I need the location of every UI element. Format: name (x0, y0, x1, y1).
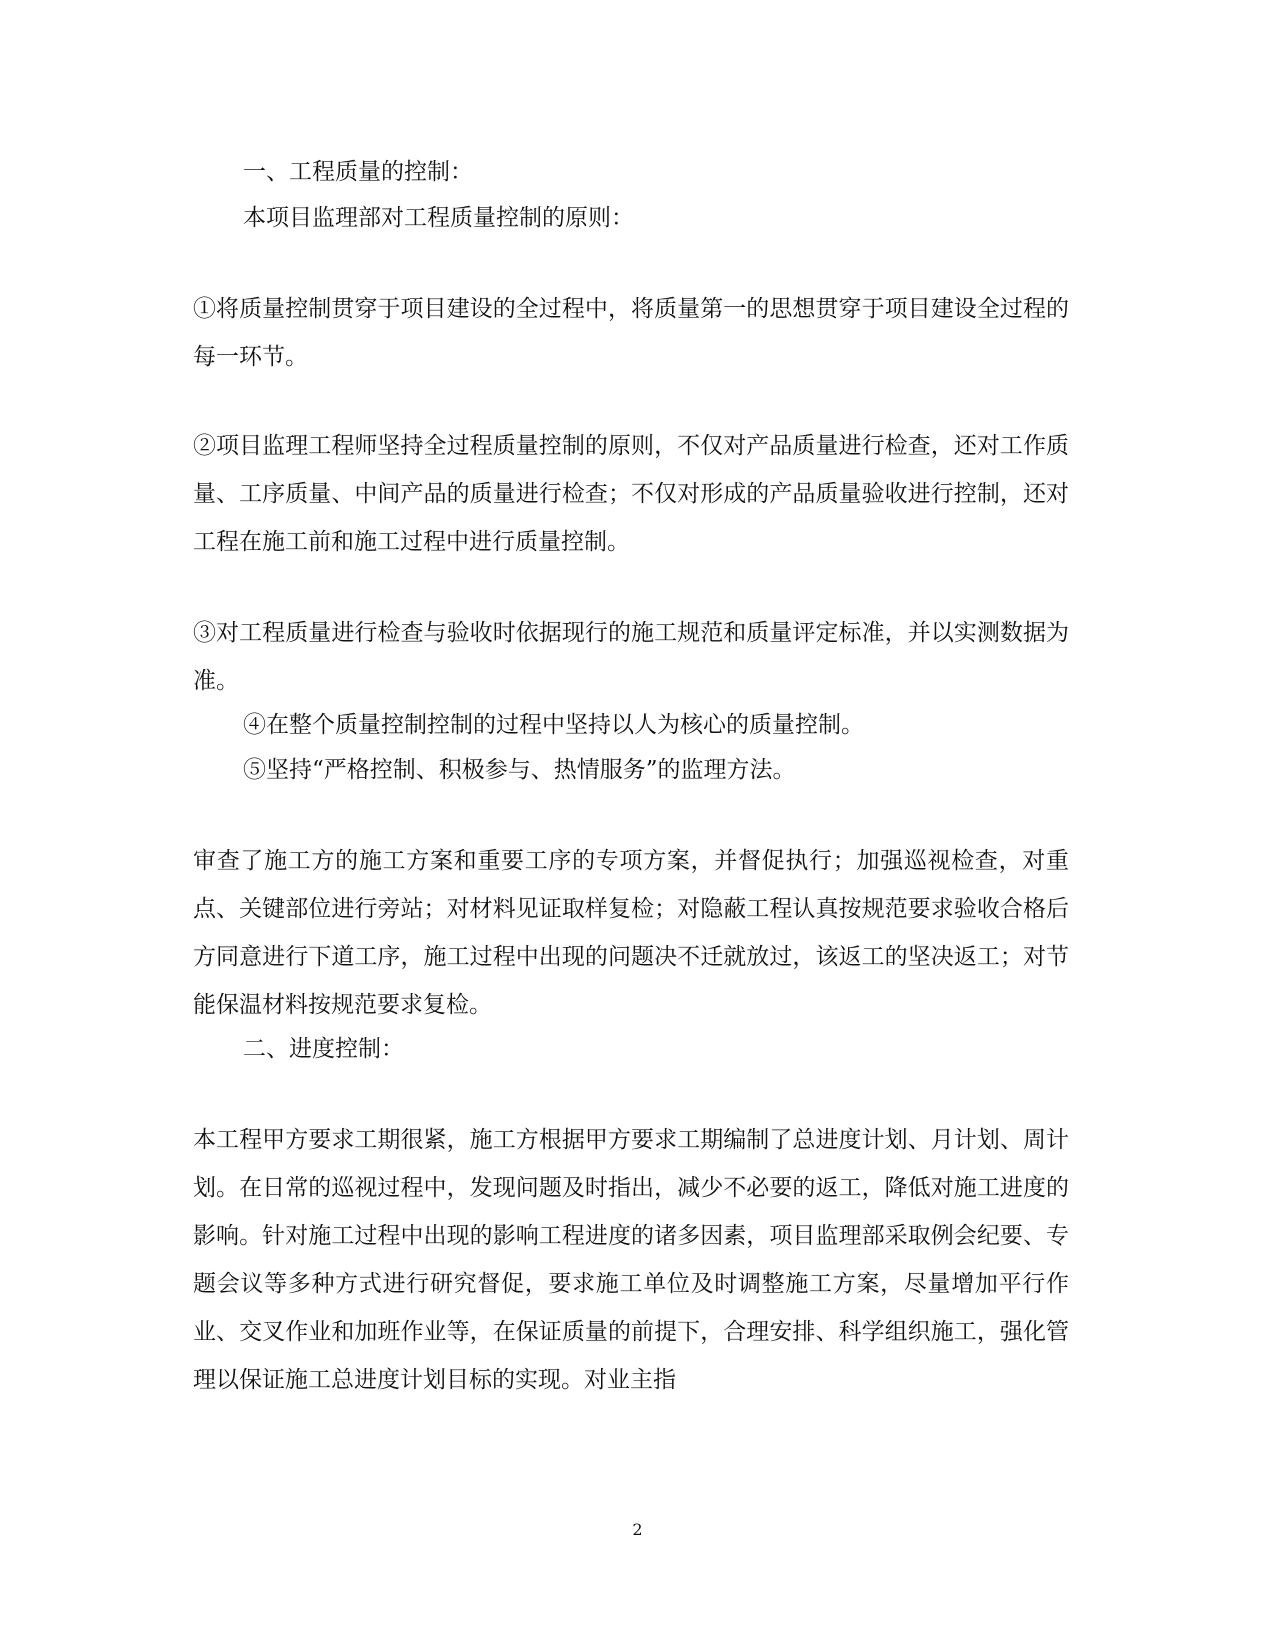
paragraph-principle-3: ③对工程质量进行检查与验收时依据现行的施工规范和质量评定标准，并以实测数据为准。 (193, 620, 1069, 694)
paragraph-principles-intro: 本项目监理部对工程质量控制的原则： (243, 205, 634, 231)
paragraph-principle-2: ②项目监理工程师坚持全过程质量控制的原则，不仅对产品质量进行检查，还对工作质量、工序质量、中间产品的质量进行检查；不仅对形成的产品质量验收进行控制，还对工程在施工前和施工过程中进行质量控制。 (193, 433, 1069, 555)
paragraph-principle-4: ④在整个质量控制控制的过程中坚持以人为核心的质量控制。 (243, 712, 864, 738)
section-heading-quality: 一、工程质量的控制： (243, 159, 473, 185)
paragraph-principle-1: ①将质量控制贯穿于项目建设的全过程中，将质量第一的思想贯穿于项目建设全过程的每一环节。 (193, 296, 1069, 370)
paragraph-schedule: 本工程甲方要求工期很紧，施工方根据甲方要求工期编制了总进度计划、月计划、周计划。在日常的巡视过程中，发现问题及时指出，减少不必要的返工，降低对施工进度的影响。针对施工过程中出现的影响工程进度的诸多因素，项目监理部采取例会纪要、专题会议等多种方式进行研究督促，要求施工单位及时调整施工方案，尽量增加平行作业、交叉作业和加班作业等，在保证质量的前提下，合理安排、科学组织施工，强化管理以保证施工总进度计划目标的实现。对业主指 (193, 1127, 1069, 1393)
paragraph-principle-5: ⑤坚持“严格控制、积极参与、热情服务”的监理方法。 (243, 757, 796, 783)
paragraph-review: 审查了施工方的施工方案和重要工序的专项方案，并督促执行；加强巡视检查，对重点、关键部位进行旁站；对材料见证取样复检；对隐蔽工程认真按规范要求验收合格后方同意进行下道工序，施工过程中出现的问题决不迁就放过，该返工的坚决返工；对节能保温材料按规范要求复检。 (193, 848, 1069, 1018)
page-number: 2 (632, 1520, 643, 1539)
section-heading-schedule: 二、进度控制： (243, 1036, 404, 1062)
